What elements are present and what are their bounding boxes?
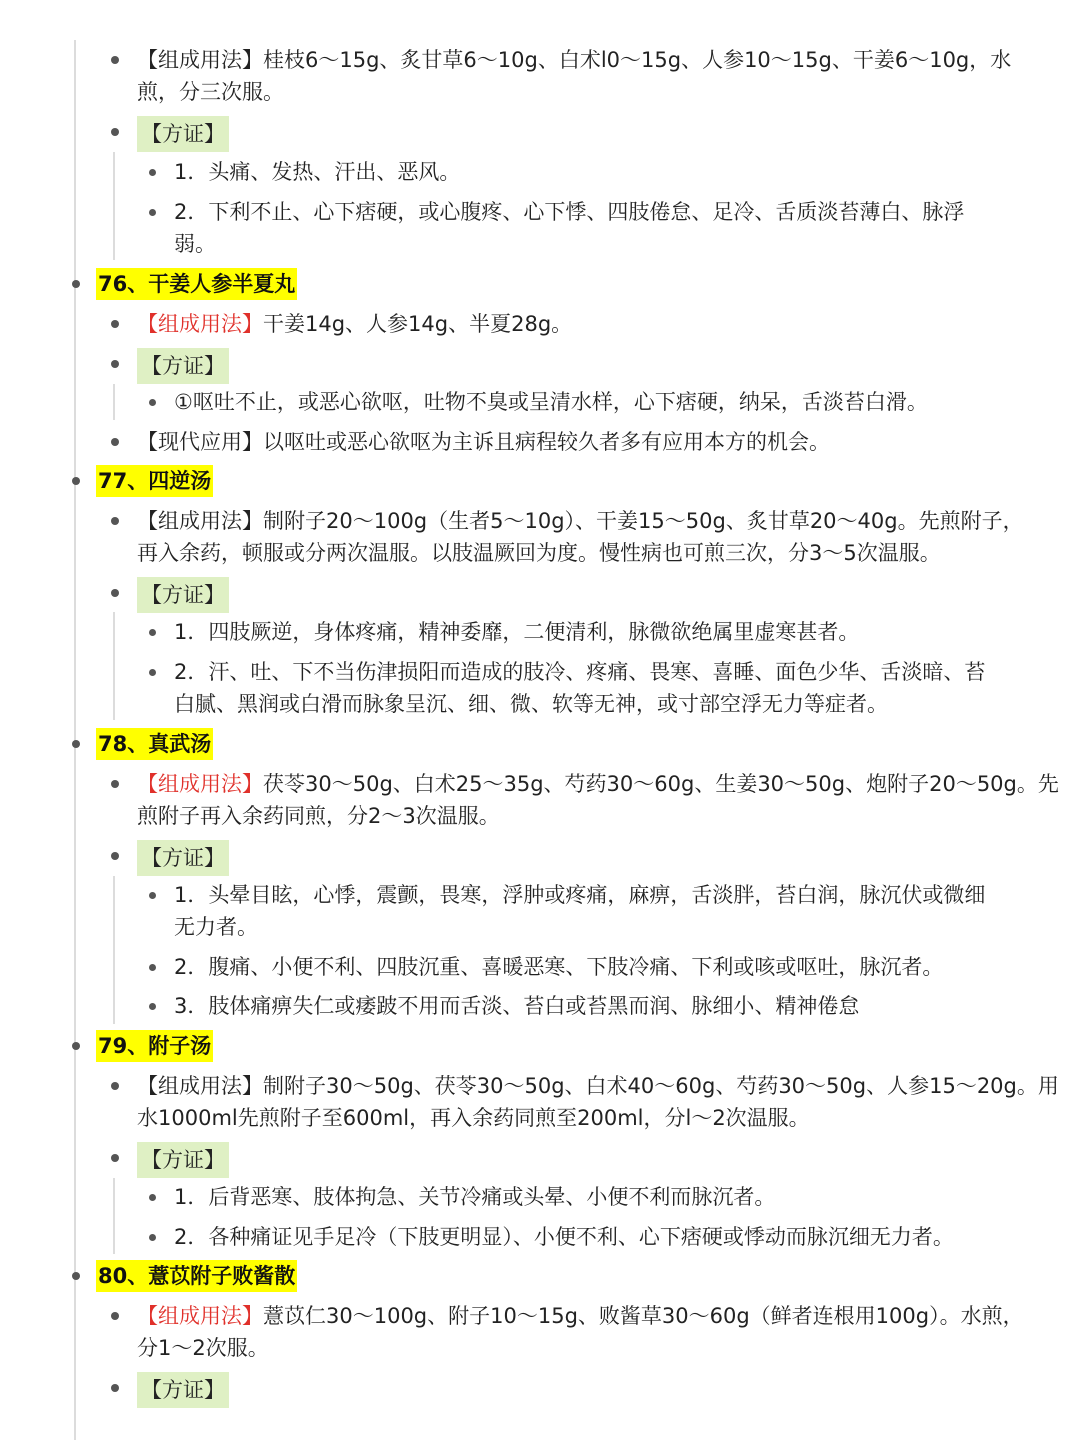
list-item-continuation	[0, 911, 1080, 943]
list-item	[0, 156, 1080, 188]
recipe-text: 制附子30～50g、茯苓30～50g、白术40～60g、芍药30～50g、人参15～20g。用	[263, 1074, 1059, 1098]
zheng-text: 1．头晕目眩，心悸，震颤，畏寒，浮肿或疼痛，麻痹，舌淡胖，苔白润，脉沉伏或微细	[174, 883, 986, 907]
bullet	[111, 1154, 119, 1162]
recipe-text: 桂枝6～15g、炙甘草6～10g、白术l0～15g、人参10～15g、干姜6～10g，水	[263, 48, 1012, 72]
recipe-text: 薏苡仁30～100g、附子10～15g、败酱草30～60g（鲜者连根用100g）。水煎，	[263, 1304, 1024, 1328]
section-heading	[0, 728, 1080, 760]
list-item-continuation	[0, 537, 1080, 569]
bullet	[111, 1384, 119, 1392]
section-heading	[0, 1260, 1080, 1292]
bullet	[72, 477, 80, 485]
bullet	[149, 169, 156, 176]
zheng-text: 弱。	[174, 232, 216, 256]
section-heading	[0, 268, 1080, 300]
list-item	[0, 426, 1080, 458]
section-title: 77、四逆汤	[96, 465, 213, 497]
section-title: 76、干姜人参半夏丸	[96, 268, 297, 300]
zheng-tag: 【方证】	[137, 1142, 229, 1178]
zheng-tag: 【方证】	[137, 577, 229, 613]
list-item	[0, 386, 1080, 418]
section-title: 79、附子汤	[96, 1030, 213, 1062]
recipe-label: 【组成用法】	[137, 312, 263, 336]
bullet	[72, 1042, 80, 1050]
list-item	[0, 1372, 1080, 1404]
section-title: 78、真武汤	[96, 728, 213, 760]
list-item-continuation	[0, 76, 1080, 108]
list-item	[0, 44, 1080, 76]
bullet	[149, 1234, 156, 1241]
list-item	[0, 1181, 1080, 1213]
list-item	[0, 308, 1080, 340]
bullet	[149, 1194, 156, 1201]
list-item	[0, 1300, 1080, 1332]
list-item-continuation	[0, 688, 1080, 720]
zheng-text: 1．四肢厥逆，身体疼痛，精神委靡，二便清利，脉微欲绝属里虚寒甚者。	[174, 620, 860, 644]
zheng-tag: 【方证】	[137, 348, 229, 384]
bullet	[111, 128, 119, 136]
list-item-continuation	[0, 800, 1080, 832]
list-item-continuation	[0, 1332, 1080, 1364]
recipe-text: 茯苓30～50g、白术25～35g、芍药30～60g、生姜30～50g、炮附子20～50g。先	[263, 772, 1059, 796]
zheng-tag: 【方证】	[137, 1372, 229, 1408]
bullet	[111, 780, 119, 788]
zheng-text: 1．后背恶寒、肢体拘急、关节冷痛或头晕、小便不利而脉沉者。	[174, 1185, 776, 1209]
recipe-text: 水1000ml先煎附子至600ml，再入余药同煎至200ml，分l～2次温服。	[137, 1106, 810, 1130]
bullet	[149, 629, 156, 636]
list-item-continuation	[0, 228, 1080, 260]
zheng-text: 1．头痛、发热、汗出、恶风。	[174, 160, 461, 184]
list-item	[0, 879, 1080, 911]
list-item	[0, 1221, 1080, 1253]
modern-use-text: 【现代应用】以呕吐或恶心欲呕为主诉且病程较久者多有应用本方的机会。	[137, 430, 830, 454]
list-item	[0, 656, 1080, 688]
zheng-text: 3．肢体痛痹失仁或痿跛不用而舌淡、苔白或苔黑而润、脉细小、精神倦怠	[174, 994, 860, 1018]
list-item	[0, 840, 1080, 872]
list-item	[0, 616, 1080, 648]
list-item	[0, 348, 1080, 380]
bullet	[72, 740, 80, 748]
zheng-tag: 【方证】	[137, 116, 229, 152]
list-item	[0, 196, 1080, 228]
bullet	[111, 320, 119, 328]
recipe-label: 【组成用法】	[137, 1074, 263, 1098]
list-item	[0, 1070, 1080, 1102]
bullet	[72, 1272, 80, 1280]
bullet	[111, 517, 119, 525]
recipe-text: 再入余药，顿服或分两次温服。以肢温厥回为度。慢性病也可煎三次，分3～5次温服。	[137, 541, 941, 565]
list-item	[0, 768, 1080, 800]
recipe-text: 分1～2次服。	[137, 1336, 269, 1360]
bullet	[111, 1082, 119, 1090]
recipe-label: 【组成用法】	[137, 509, 263, 533]
recipe-label: 【组成用法】	[137, 772, 263, 796]
zheng-tag: 【方证】	[137, 840, 229, 876]
bullet	[149, 964, 156, 971]
recipe-label: 【组成用法】	[137, 1304, 263, 1328]
zheng-text: ①呕吐不止，或恶心欲呕，吐物不臭或呈清水样，心下痞硬，纳呆，舌淡苔白滑。	[174, 390, 928, 414]
section-title: 80、薏苡附子败酱散	[96, 1260, 297, 1292]
bullet	[72, 280, 80, 288]
bullet	[149, 399, 156, 406]
zheng-text: 2．各种痛证见手足冷（下肢更明显）、小便不利、心下痞硬或悸动而脉沉细无力者。	[174, 1225, 954, 1249]
section-heading	[0, 1030, 1080, 1062]
zheng-text: 2．下利不止、心下痞硬，或心腹疼、心下悸、四肢倦怠、足冷、舌质淡苔薄白、脉浮	[174, 200, 965, 224]
bullet	[111, 852, 119, 860]
list-item	[0, 1142, 1080, 1174]
recipe-text: 制附子20～100g（生者5～10g）、干姜15～50g、炙甘草20～40g。先煎附子，	[263, 509, 1024, 533]
bullet	[149, 209, 156, 216]
bullet	[111, 438, 119, 446]
bullet	[149, 669, 156, 676]
bullet	[111, 56, 119, 64]
section-heading	[0, 465, 1080, 497]
zheng-text: 2．腹痛、小便不利、四肢沉重、喜暖恶寒、下肢冷痛、下利或咳或呕吐，脉沉者。	[174, 955, 944, 979]
recipe-label: 【组成用法】	[137, 48, 263, 72]
bullet	[111, 589, 119, 597]
recipe-text: 煎附子再入余药同煎，分2～3次温服。	[137, 804, 500, 828]
zheng-text: 2．汗、吐、下不当伤津损阳而造成的肢冷、疼痛、畏寒、喜睡、面色少华、舌淡暗、苔	[174, 660, 986, 684]
bullet	[149, 1003, 156, 1010]
zheng-text: 无力者。	[174, 915, 258, 939]
bullet	[111, 1312, 119, 1320]
list-item	[0, 951, 1080, 983]
list-item	[0, 116, 1080, 148]
zheng-text: 白腻、黑润或白滑而脉象呈沉、细、微、软等无神，或寸部空浮无力等症者。	[174, 692, 888, 716]
list-item	[0, 990, 1080, 1022]
list-item-continuation	[0, 1102, 1080, 1134]
list-item	[0, 577, 1080, 609]
bullet	[149, 892, 156, 899]
recipe-text: 煎，分三次服。	[137, 80, 284, 104]
bullet	[111, 360, 119, 368]
list-item	[0, 505, 1080, 537]
recipe-text: 干姜14g、人参14g、半夏28g。	[263, 312, 573, 336]
